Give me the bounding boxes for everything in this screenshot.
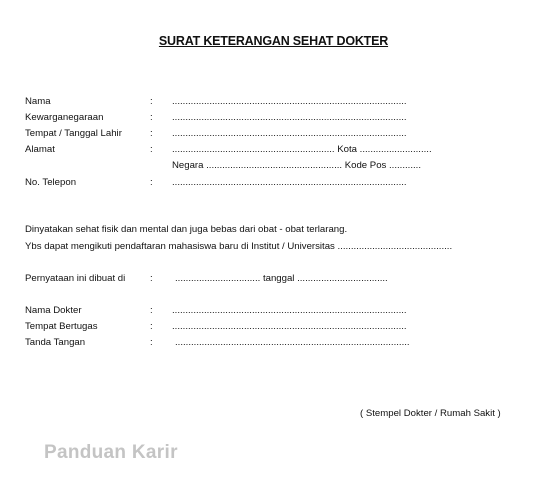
- field-label: Kewarganegaraan: [25, 112, 104, 123]
- field-label: Pernyataan ini dibuat di: [25, 273, 126, 284]
- field-blank: ............................................................. Kota ...........................: [172, 144, 432, 155]
- stamp-note: ( Stempel Dokter / Rumah Sakit ): [360, 408, 501, 419]
- field-label: Tempat / Tanggal Lahir: [25, 128, 122, 139]
- watermark: Panduan Karir: [44, 442, 178, 463]
- field-label: Nama: [25, 96, 51, 107]
- field-colon: :: [150, 112, 153, 123]
- field-blank: ........................................................................................: [172, 321, 407, 332]
- field-label: Tanda Tangan: [25, 337, 86, 348]
- field-colon: :: [150, 321, 153, 332]
- field-colon: :: [150, 273, 153, 284]
- field-colon: :: [150, 144, 153, 155]
- field-label: Tempat Bertugas: [25, 321, 98, 332]
- field-label: Nama Dokter: [25, 305, 82, 316]
- field-label: No. Telepon: [25, 177, 77, 188]
- field-blank: ........................................................................................: [172, 112, 407, 123]
- field-blank: ........................................................................................: [172, 128, 407, 139]
- field-blank: ................................ tanggal ..................................: [175, 273, 388, 284]
- field-label: Alamat: [25, 144, 55, 155]
- field-blank: ........................................................................................: [172, 177, 407, 188]
- field-blank: ........................................................................................: [172, 96, 407, 107]
- field-colon: :: [150, 177, 153, 188]
- field-colon: :: [150, 128, 153, 139]
- field-colon: :: [150, 337, 153, 348]
- field-colon: :: [150, 305, 153, 316]
- statement-health: Dinyatakan sehat fisik dan mental dan juga bebas dari obat - obat terlarang.: [25, 224, 348, 235]
- statement-registration: Ybs dapat mengikuti pendaftaran mahasiswa baru di Institut / Universitas ...........................................: [25, 241, 453, 252]
- field-blank: Negara ................................................... Kode Pos ............: [172, 160, 421, 171]
- document-title: SURAT KETERANGAN SEHAT DOKTER: [158, 34, 389, 48]
- field-blank: ........................................................................................: [172, 305, 407, 316]
- field-blank: ........................................................................................: [175, 337, 410, 348]
- field-colon: :: [150, 96, 153, 107]
